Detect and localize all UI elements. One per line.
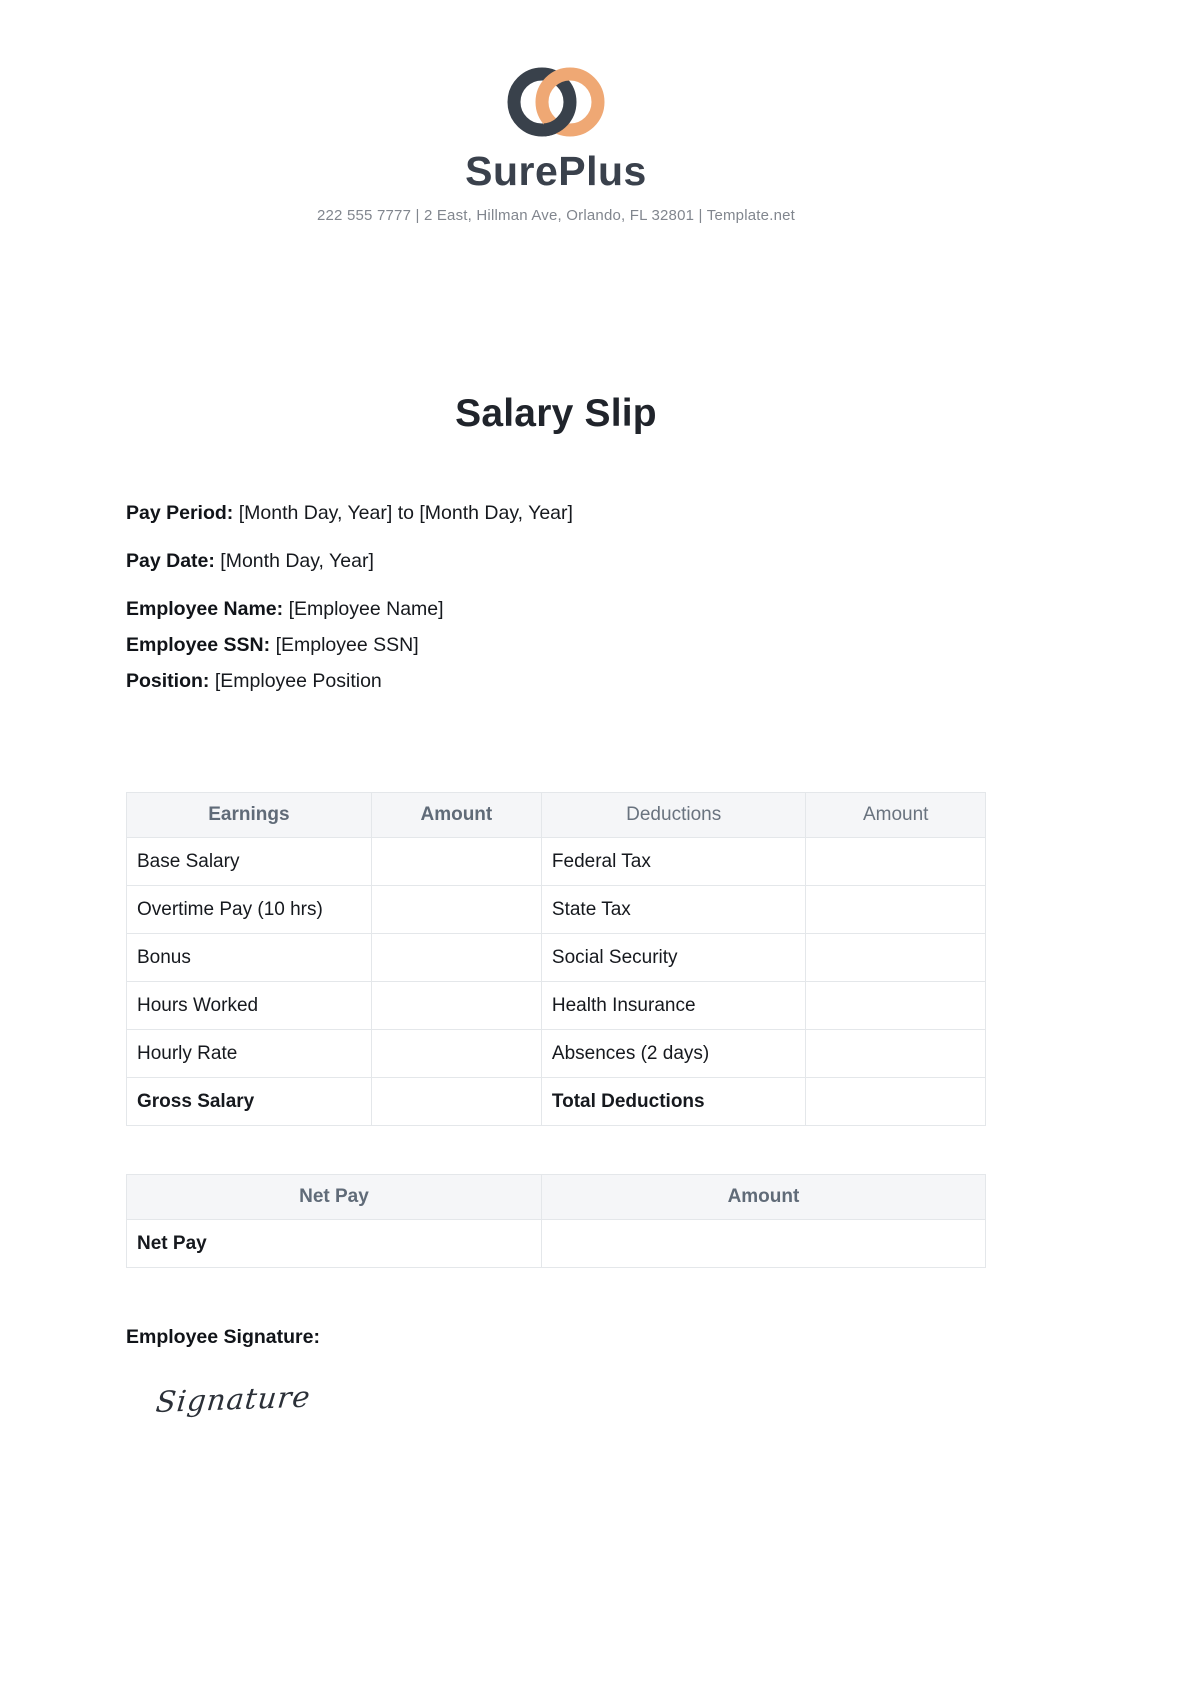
table-header-row [127,793,986,838]
deduction-cell: Absences (2 days) [541,1030,806,1078]
table-row [127,934,986,982]
employee-name-label: Employee Name: [126,598,284,620]
gross-salary-amount-cell [371,1078,541,1126]
earning-amount-cell [371,934,541,982]
employee-signature-label: Employee Signature: [126,1326,320,1348]
deduction-cell: Social Security [541,934,806,982]
deduction-amount-cell [806,886,986,934]
table-row [127,982,986,1030]
info-line-pay-period [126,502,986,524]
net-pay-label-cell: Net Pay [127,1220,542,1268]
earning-cell: Base Salary [127,838,372,886]
earning-cell: Overtime Pay (10 hrs) [127,886,372,934]
deduction-amount-cell [806,934,986,982]
earning-amount-cell [371,886,541,934]
deduction-cell: Health Insurance [541,982,806,1030]
earning-amount-cell [371,838,541,886]
employee-ssn-value: [Employee SSN] [275,634,419,656]
earning-amount-cell [371,982,541,1030]
deductions-column-header: Deductions [541,793,806,838]
brand-header [126,0,986,224]
net-pay-table [126,1174,986,1268]
net-pay-header-row [127,1175,986,1220]
net-pay-amount-cell [541,1220,985,1268]
employee-signature-script: Signature [154,1379,313,1419]
earnings-deductions-table [126,792,986,1126]
total-deductions-amount-cell [806,1078,986,1126]
interlocking-rings-logo-icon [504,62,608,142]
earning-cell: Hourly Rate [127,1030,372,1078]
employee-name-value: [Employee Name] [288,598,444,620]
earning-cell: Hours Worked [127,982,372,1030]
pay-period-label: Pay Period: [126,502,234,524]
pay-date-value: [Month Day, Year] [220,550,374,572]
table-row [127,1030,986,1078]
gross-salary-cell: Gross Salary [127,1078,372,1126]
pay-date-label: Pay Date: [126,550,215,572]
table-row [127,838,986,886]
table-row [127,886,986,934]
deductions-amount-column-header: Amount [806,793,986,838]
deduction-cell: Federal Tax [541,838,806,886]
earning-cell: Bonus [127,934,372,982]
total-deductions-cell: Total Deductions [541,1078,806,1126]
brand-contact-line: 222 555 7777 | 2 East, Hillman Ave, Orlando, FL 32801 | Template.net [316,207,796,224]
info-line-pay-date [126,550,986,572]
position-label: Position: [126,670,210,692]
deduction-amount-cell [806,1030,986,1078]
info-line-position [126,670,986,692]
deduction-amount-cell [806,838,986,886]
net-pay-row [127,1220,986,1268]
employee-ssn-label: Employee SSN: [126,634,271,656]
table-totals-row [127,1078,986,1126]
position-value: [Employee Position [214,670,382,692]
info-line-employee-ssn [126,634,986,656]
earnings-amount-column-header: Amount [371,793,541,838]
deduction-amount-cell [806,982,986,1030]
net-pay-amount-column-header: Amount [541,1175,985,1220]
earnings-column-header: Earnings [127,793,372,838]
deduction-cell: State Tax [541,886,806,934]
salary-slip-page [126,0,986,1419]
earning-amount-cell [371,1030,541,1078]
info-line-employee-name [126,598,986,620]
net-pay-column-header: Net Pay [127,1175,542,1220]
page-title: Salary Slip [455,392,657,435]
employee-info-block [126,502,986,692]
pay-period-value: [Month Day, Year] to [Month Day, Year] [238,502,573,524]
brand-name: SurePlus [465,148,647,194]
